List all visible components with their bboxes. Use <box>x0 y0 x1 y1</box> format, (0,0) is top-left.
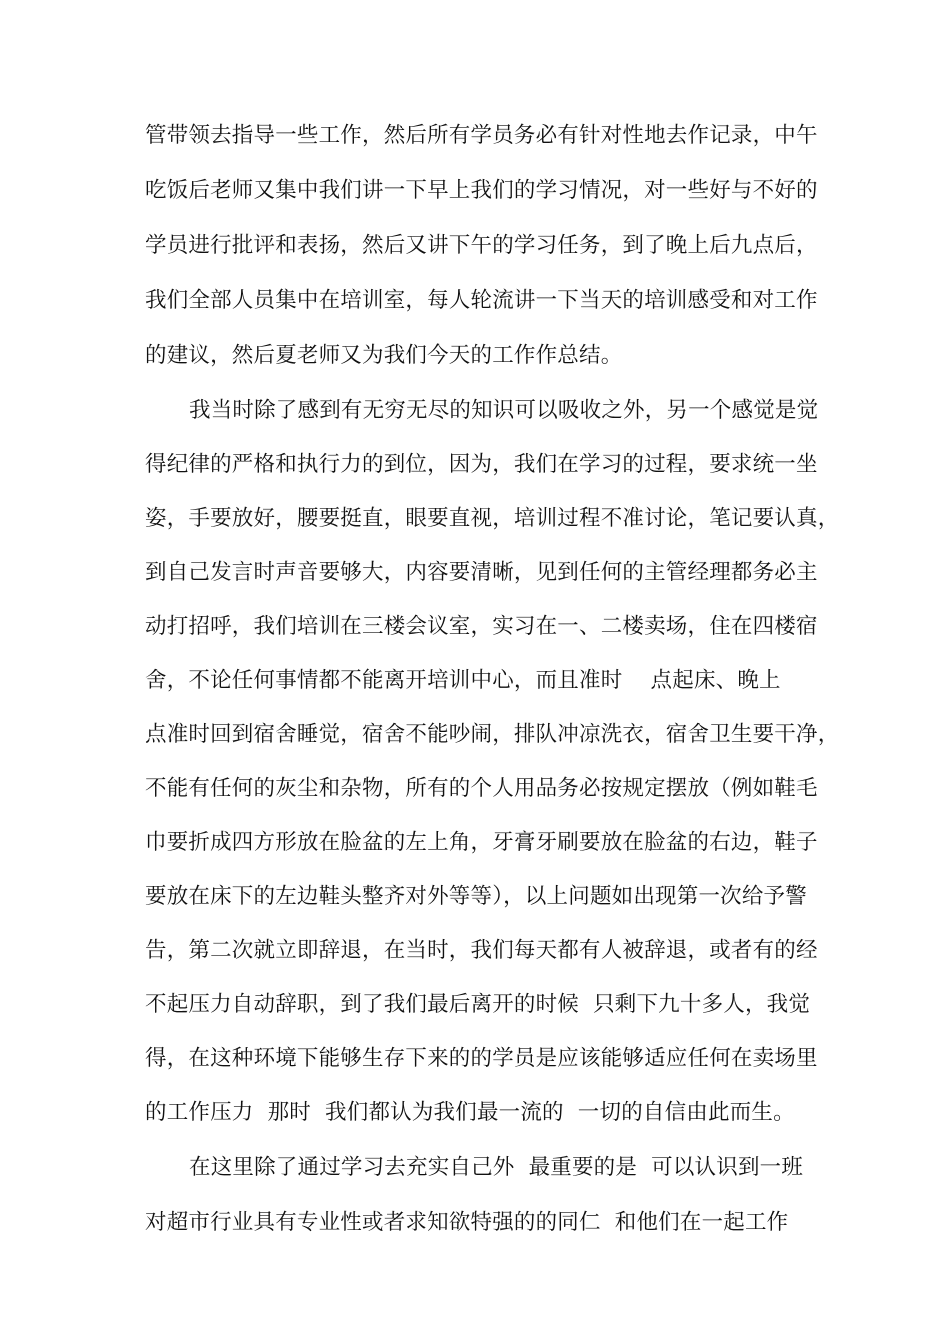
paragraph-1-line-2: 吃饭后老师又集中我们讲一下早上我们的学习情况，对一些好与不好的 <box>145 178 818 203</box>
paragraph-2-line-8: 不能有任何的灰尘和杂物，所有的个人用品务必按规定摆放（例如鞋毛 <box>145 776 818 801</box>
paragraph-2-line-12: 不起压力自动辞职，到了我们最后离开的时候 只剩下九十多人，我觉 <box>145 992 811 1017</box>
paragraph-2-line-4: 到自己发言时声音要够大，内容要清晰，见到任何的主管经理都务必主 <box>145 560 818 585</box>
paragraph-3-line-2: 对超市行业具有专业性或者求知欲特强的的同仁 和他们在一起工作 <box>145 1210 789 1235</box>
paragraph-1-line-1: 管带领去指导一些工作，然后所有学员务必有针对性地去作记录，中午 <box>145 123 818 148</box>
paragraph-2-line-1: 我当时除了感到有无穷无尽的知识可以吸收之外，另一个感觉是觉 <box>189 398 819 423</box>
paragraph-2-line-6: 舍，不论任何事情都不能离开培训中心，而且准时 点起床、晚上 <box>145 668 781 693</box>
paragraph-2-line-7: 点准时回到宿舍睡觉，宿舍不能吵闹，排队冲凉洗衣，宿舍卫生要干净， <box>145 722 840 747</box>
paragraph-2-line-9: 巾要折成四方形放在脸盆的左上角，牙膏牙刷要放在脸盆的右边，鞋子 <box>145 830 818 855</box>
paragraph-2-line-11: 告，第二次就立即辞退，在当时，我们每天都有人被辞退，或者有的经 <box>145 938 818 963</box>
paragraph-1-line-4: 我们全部人员集中在培训室，每人轮流讲一下当天的培训感受和对工作 <box>145 288 818 313</box>
paragraph-1-line-5: 的建议，然后夏老师又为我们今天的工作作总结。 <box>145 343 623 368</box>
paragraph-1-line-3: 学员进行批评和表扬，然后又讲下午的学习任务，到了晚上后九点后， <box>145 233 818 258</box>
paragraph-2-line-14: 的工作压力 那时 我们都认为我们最一流的 一切的自信由此而生。 <box>145 1100 795 1125</box>
paragraph-2-line-2: 得纪律的严格和执行力的到位，因为，我们在学习的过程，要求统一坐 <box>145 452 818 477</box>
paragraph-3-line-1: 在这里除了通过学习去充实自己外 最重要的是 可以认识到一班 <box>189 1155 804 1180</box>
paragraph-2-line-13: 得，在这种环境下能够生存下来的的学员是应该能够适应任何在卖场里 <box>145 1046 818 1071</box>
paragraph-2-line-5: 动打招呼，我们培训在三楼会议室，实习在一、二楼卖场，住在四楼宿 <box>145 614 818 639</box>
paragraph-2-line-3: 姿，手要放好，腰要挺直，眼要直视，培训过程不准讨论，笔记要认真， <box>145 506 840 531</box>
paragraph-2-line-10: 要放在床下的左边鞋头整齐对外等等），以上问题如出现第一次给予警 <box>145 884 807 909</box>
